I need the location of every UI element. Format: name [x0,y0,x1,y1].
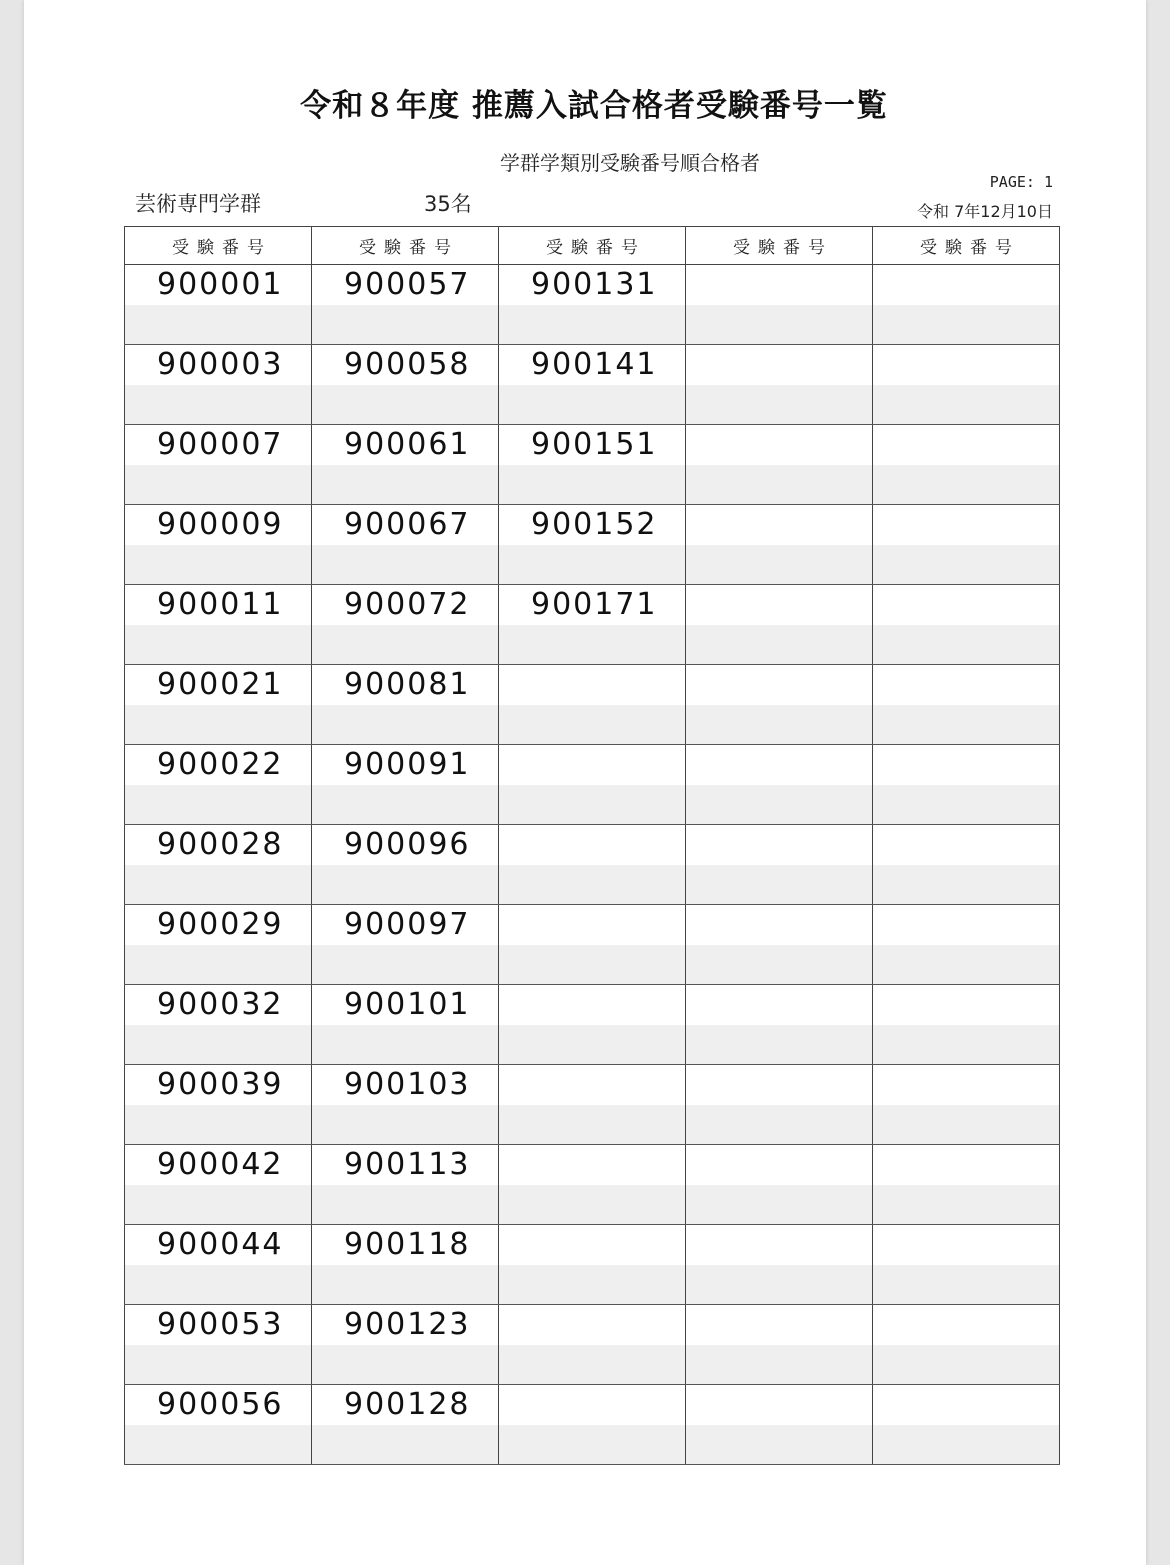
row-band-cell [125,625,312,665]
row-band [125,625,1060,665]
row-band-cell [686,1265,873,1305]
exam-number-cell: 900103 [312,1065,499,1106]
row-band-cell [312,1265,499,1305]
row-band-cell [873,465,1060,505]
exam-number-cell [686,1145,873,1186]
row-band-cell [686,625,873,665]
exam-number-cell: 900131 [499,265,686,306]
row-band-cell [873,1025,1060,1065]
row-band [125,385,1060,425]
exam-number-cell [873,425,1060,466]
exam-number-cell [686,1385,873,1426]
row-band-cell [499,785,686,825]
row-band-cell [312,1025,499,1065]
row-band-cell [312,1425,499,1465]
exam-number-cell: 900057 [312,265,499,306]
row-band-cell [873,305,1060,345]
row-band-cell [686,545,873,585]
row-band-cell [686,865,873,905]
department-name: 芸術専門学群 [135,192,261,216]
exam-number-cell: 900053 [125,1305,312,1346]
table-row [125,665,1060,706]
row-band-cell [125,1185,312,1225]
document-subtitle: 学群学類別受験番号順合格者 [500,151,760,175]
row-band-cell [312,1185,499,1225]
row-band-cell [499,1425,686,1465]
row-band-cell [312,1105,499,1145]
row-band-cell [873,945,1060,985]
exam-number-cell [873,265,1060,306]
row-band-cell [125,545,312,585]
table-row [125,1225,1060,1266]
row-band [125,1025,1060,1065]
row-band-cell [873,545,1060,585]
exam-number-cell: 900011 [125,585,312,626]
exam-number-cell: 900081 [312,665,499,706]
table-body [125,265,1060,1465]
row-band-cell [499,1345,686,1385]
row-band-cell [873,1425,1060,1465]
exam-number-cell: 900118 [312,1225,499,1266]
exam-number-cell [873,1385,1060,1426]
row-band-cell [686,305,873,345]
row-band-cell [312,625,499,665]
exam-number-cell [686,745,873,786]
table-row [125,345,1060,386]
row-band-cell [686,385,873,425]
row-band-cell [125,865,312,905]
exam-number-cell [873,985,1060,1026]
row-band-cell [312,385,499,425]
row-band-cell [312,1345,499,1385]
row-band-cell [125,1265,312,1305]
row-band-cell [312,465,499,505]
exam-number-cell [499,745,686,786]
exam-number-cell: 900032 [125,985,312,1026]
exam-number-cell [499,985,686,1026]
row-band [125,545,1060,585]
row-band [125,1425,1060,1465]
row-band-cell [125,305,312,345]
column-header: 受験番号 [499,227,686,265]
exam-number-cell: 900128 [312,1385,499,1426]
exam-number-cell [499,905,686,946]
table-row [125,585,1060,626]
exam-number-cell: 900091 [312,745,499,786]
exam-number-cell [873,1305,1060,1346]
exam-number-cell: 900061 [312,425,499,466]
exam-number-cell [873,345,1060,386]
row-band-cell [499,465,686,505]
exam-number-cell: 900072 [312,585,499,626]
table-row [125,505,1060,546]
exam-number-cell [873,665,1060,706]
column-header: 受験番号 [312,227,499,265]
row-band-cell [499,1185,686,1225]
table-row [125,1305,1060,1346]
exam-number-cell [499,1225,686,1266]
exam-number-cell: 900101 [312,985,499,1026]
exam-number-cell [686,905,873,946]
row-band [125,945,1060,985]
exam-number-cell: 900009 [125,505,312,546]
row-band-cell [499,385,686,425]
row-band [125,465,1060,505]
table-row [125,825,1060,866]
exam-number-cell [873,585,1060,626]
exam-number-cell [499,1305,686,1346]
row-band-cell [686,1425,873,1465]
row-band-cell [873,785,1060,825]
exam-number-table [124,226,1060,1465]
exam-number-cell: 900113 [312,1145,499,1186]
row-band-cell [873,1105,1060,1145]
row-band [125,785,1060,825]
row-band-cell [312,305,499,345]
row-band [125,705,1060,745]
exam-number-cell [686,825,873,866]
document-title: 令和８年度 推薦入試合格者受験番号一覧 [300,88,888,124]
exam-number-cell: 900039 [125,1065,312,1106]
exam-number-cell: 900022 [125,745,312,786]
row-band-cell [499,1025,686,1065]
exam-number-cell: 900001 [125,265,312,306]
row-band-cell [125,385,312,425]
row-band-cell [499,1105,686,1145]
table-row [125,745,1060,786]
row-band-cell [686,1025,873,1065]
exam-number-cell: 900141 [499,345,686,386]
row-band-cell [499,305,686,345]
exam-number-cell [686,665,873,706]
document-page [24,0,1146,1565]
exam-number-cell [499,1145,686,1186]
exam-number-cell: 900021 [125,665,312,706]
passer-count: 35名 [424,192,472,216]
row-band [125,1105,1060,1145]
table-row [125,1145,1060,1186]
page-number: PAGE: 1 [989,173,1053,191]
row-band-cell [873,705,1060,745]
row-band-cell [499,1265,686,1305]
exam-number-cell [873,825,1060,866]
exam-number-cell: 900003 [125,345,312,386]
exam-number-cell [499,825,686,866]
row-band-cell [686,945,873,985]
table-header-row [125,227,1060,265]
row-band-cell [686,1105,873,1145]
exam-number-cell: 900058 [312,345,499,386]
table-row [125,425,1060,466]
exam-number-cell [499,665,686,706]
row-band [125,1265,1060,1305]
row-band-cell [686,705,873,745]
row-band-cell [125,705,312,745]
row-band-cell [125,1105,312,1145]
row-band-cell [873,1265,1060,1305]
exam-number-cell: 900067 [312,505,499,546]
exam-number-cell [873,505,1060,546]
row-band-cell [499,705,686,745]
exam-number-cell: 900007 [125,425,312,466]
row-band-cell [125,1345,312,1385]
table-row [125,905,1060,946]
row-band-cell [312,945,499,985]
row-band-cell [499,865,686,905]
exam-number-cell: 900151 [499,425,686,466]
exam-number-cell: 900097 [312,905,499,946]
column-header: 受験番号 [873,227,1060,265]
exam-number-cell [873,1065,1060,1106]
row-band-cell [686,785,873,825]
exam-number-cell [873,1225,1060,1266]
table-row [125,1065,1060,1106]
row-band-cell [125,1425,312,1465]
exam-number-cell: 900028 [125,825,312,866]
exam-number-cell [499,1065,686,1106]
row-band-cell [686,1345,873,1385]
table-row [125,1385,1060,1426]
row-band [125,865,1060,905]
exam-number-cell: 900042 [125,1145,312,1186]
row-band-cell [686,1185,873,1225]
row-band-cell [499,625,686,665]
exam-number-cell [686,265,873,306]
exam-number-cell: 900044 [125,1225,312,1266]
exam-number-cell [686,1065,873,1106]
exam-number-cell: 900096 [312,825,499,866]
exam-number-cell [499,1385,686,1426]
row-band-cell [873,865,1060,905]
issue-date: 令和 7年12月10日 [917,202,1053,221]
exam-number-cell [686,1305,873,1346]
row-band [125,1185,1060,1225]
row-band-cell [499,945,686,985]
row-band-cell [873,1345,1060,1385]
exam-number-cell [686,425,873,466]
row-band-cell [686,465,873,505]
exam-number-cell [686,585,873,626]
exam-number-cell [686,1225,873,1266]
row-band-cell [312,785,499,825]
row-band-cell [499,545,686,585]
exam-number-cell [686,505,873,546]
row-band [125,305,1060,345]
exam-number-cell: 900123 [312,1305,499,1346]
row-band-cell [312,545,499,585]
row-band-cell [125,785,312,825]
exam-number-cell: 900029 [125,905,312,946]
row-band-cell [312,865,499,905]
row-band-cell [125,465,312,505]
exam-number-cell [873,745,1060,786]
row-band [125,1345,1060,1385]
exam-number-cell [686,345,873,386]
row-band-cell [125,1025,312,1065]
row-band-cell [873,625,1060,665]
column-header: 受験番号 [125,227,312,265]
exam-number-cell [873,1145,1060,1186]
exam-number-cell: 900171 [499,585,686,626]
table-row [125,265,1060,306]
row-band-cell [873,1185,1060,1225]
exam-number-cell [873,905,1060,946]
table-row [125,985,1060,1026]
row-band-cell [125,945,312,985]
column-header: 受験番号 [686,227,873,265]
row-band-cell [873,385,1060,425]
exam-number-cell: 900056 [125,1385,312,1426]
row-band-cell [312,705,499,745]
exam-number-cell [686,985,873,1026]
exam-number-cell: 900152 [499,505,686,546]
